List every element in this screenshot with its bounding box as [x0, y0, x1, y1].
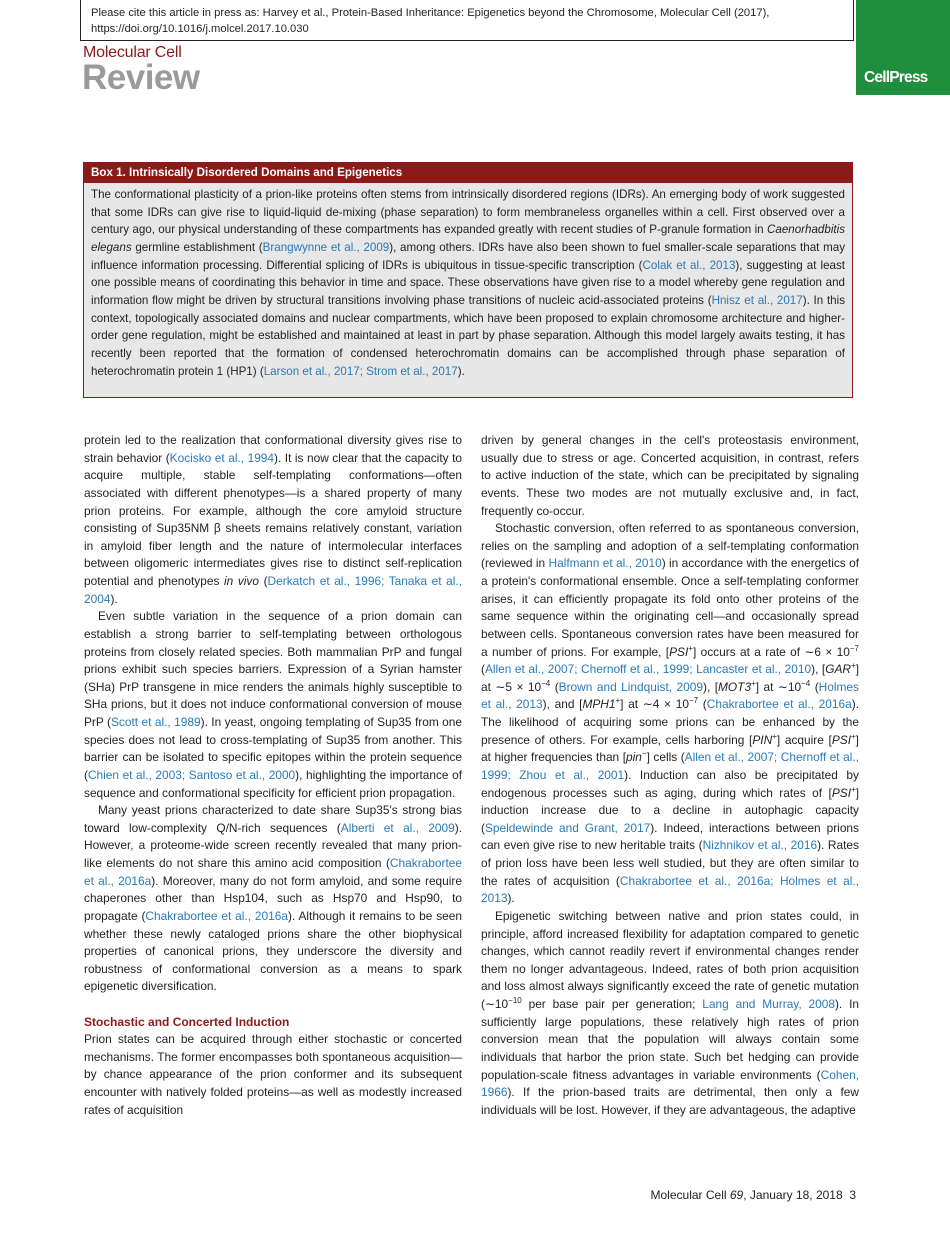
citation-link[interactable]: Derkatch et al., 1996; Tanaka et al., 2004	[84, 574, 463, 606]
citation-link[interactable]: Chakrabortee et al., 2016a	[84, 856, 462, 888]
citation-text: Please cite this article in press as: Harvey et al., Protein-Based Inheritance: Epigenetics beyond the Chromosome, Molecular Cell (2017), https://doi.org/10.1016/j.molcel.2017.10.030	[91, 7, 770, 35]
citation-link[interactable]: Colak et al., 2013	[642, 258, 736, 272]
citation-link[interactable]: Brangwynne et al., 2009	[262, 240, 390, 254]
paragraph: Prion states can be acquired through either stochastic or concerted mechanisms. The former encompasses both spontaneous acquisition—by chance appearance of the prion conformer and its subsequent encounter with natively folded proteins—as well as modestly increased rates of acquisition	[84, 1032, 462, 1117]
paragraph: Epigenetic switching between native and prion states could, in principle, afford increased flexibility for adaptation compared to genetic changes, which cannot readily revert if environmental changes render them no longer advantageous. Indeed, rates of both prion acquisition and loss almost always significantly exceed the rate of genetic mutation ($\sim 10^{-10}$ per base pair per generation; Lang and Murray, 2008). In sufficiently large populations, these relatively high rates of prion conversion mean that the population will always contain some individuals that harbor the prion state. Such bet hedging can provide population-scale fitness advantages in variable environments (Cohen, 1966). If the prion-based traits are detrimental, then only a few individuals will be lost. However, if they are advantageous, the adaptive	[481, 908, 859, 1117]
journal-name: Molecular Cell	[83, 44, 182, 61]
paragraph: Even subtle variation in the sequence of a prion domain can establish a strong barrier to self-templating between orthologous proteins from closely related species. Both mammalian PrP and fungal prions exhibit such species barriers. Expression of a Syrian hamster (SHa) PrP transgene in mice renders the animals highly susceptible to SHa prions, but it does not induce conformational conversion of mouse PrP (Scott et al., 1989). In yeast, ongoing templating of Sup35 from one species does not lead to cross-templating of Sup35 from another. This barrier can be isolated to specific epitopes within the protein sequence (Chien et al., 2003; Santoso et al., 2000), highlighting the importance of sequence and conformational specificity for efficient prion propagation.	[84, 609, 463, 800]
citation-link[interactable]: Chakrabortee et al., 2016a	[145, 908, 288, 923]
paragraph: Many yeast prions characterized to date share Sup35's strong bias toward low-complexity Q/N-rich sequences (Alberti et al., 2009). However, a proteome-wide screen recently revealed that many prion-like elements do not share this amino acid composition (Chakrabortee et al., 2016a). Moreover, many do not form amyloid, and some require chaperones other than Hsp104, such as Hsp70 and Hsp90, to propagate (Chakrabortee et al., 2016a). Although it remains to be seen whether these newly cataloged prions share the other biophysical properties of canonical prions, they underscore the diversity and robustness of conformational conversion as a means to spark epigenetic diversification.	[84, 803, 462, 994]
citation-link[interactable]: Chakrabortee et al., 2016a; Holmes et al., 2013	[481, 873, 859, 906]
citation-link[interactable]: Nizhnikov et al., 2016	[702, 838, 818, 853]
page-number: 3	[849, 1188, 856, 1202]
right-column	[481, 432, 859, 1119]
citation-link[interactable]: Cohen, 1966	[481, 1067, 859, 1100]
citation-link[interactable]: Chakrabortee et al., 2016a	[706, 697, 852, 712]
citation-link[interactable]: Brown and Lindquist, 2009	[558, 679, 703, 694]
citation-link[interactable]: Hnisz et al., 2017	[711, 293, 803, 307]
citation-link[interactable]: Chien et al., 2003; Santoso et al., 2000	[87, 767, 296, 782]
subheading: Stochastic and Concerted Induction	[84, 1015, 290, 1029]
box-1	[83, 162, 853, 398]
citation-link[interactable]: Allen et al., 2007; Chernoff et al., 1999; Zhou et al., 2001	[481, 750, 859, 782]
citation-link[interactable]: Speldewinde and Grant, 2017	[484, 820, 651, 835]
citation-link[interactable]: Kocisko et al., 1994	[169, 450, 275, 465]
section-title: Review	[82, 58, 200, 97]
citation-link[interactable]: Allen et al., 2007; Chernoff et al., 1999; Lancaster et al., 2010	[484, 662, 812, 677]
paragraph: Stochastic conversion, often referred to as spontaneous conversion, relies on the sampling and adoption of a self-templating conformation (reviewed in Halfmann et al., 2010) in accordance with the energetics of a protein's conformational ensemble. Once a self-templating conformer arises, it can efficiently propagate its fold onto other proteins of the same sequence within the originating cell—and occasionally spread between cells. Spontaneous conversion rates have been measured for a number of prions. For example, [PSI+] occurs at a rate of ∼6 × $10^{-7}$ (Allen et al., 2007; Chernoff et al., 1999; Lancaster et al., 2010), [GAR+] at ∼5 × $10^{-4}$ (Brown and Lindquist, 2009), [MOT3+] at $\sim 10^{-4}$ (Holmes et al., 2013), and [MPH1+] at ∼4 × $10^{-7}$ (Chakrabortee et al., 2016a). The likelihood of acquiring some prions can be enhanced by the presence of others. For example, cells harboring [PIN+] acquire [PSI+] at higher frequencies than [pin−] cells (Allen et al., 2007; Chernoff et al., 1999; Zhou et al., 2001). Induction can also be precipitated by endogenous processes such as aging, during which rates of [PSI+] induction increase due to a decline in autophagic capacity (Speldewinde and Grant, 2017). Indeed, interactions between prions can even give rise to new heritable traits (Nizhnikov et al., 2016). Rates of prion loss have been less well studied, but they are often similar to the rates of acquisition (Chakrabortee et al., 2016a; Holmes et al., 2013).	[481, 521, 860, 906]
citation-link[interactable]: Scott et al., 1989	[111, 715, 201, 729]
citation-notice	[80, 0, 854, 41]
paragraph: driven by general changes in the cell's proteostasis environment, usually due to stress or age. Concerted acquisition, in contrast, refers to active induction of the state, which can be precipitated by signaling events. These two modes are not mutually exclusive and, in fact, frequently co-occur.	[481, 433, 859, 518]
box-body: The conformational plasticity of a prion-like proteins often stems from intrinsically disordered regions (IDRs). An emerging body of work suggested that some IDRs can give rise to liquid-liquid de-mixing (phase separation) to form membraneless organelles within a cell. First observed over a century ago, our physical understanding of these compartments has expanded greatly with recent studies of P-granule formation in Caenorhadbitis elegans germline establishment (Brangwynne et al., 2009), among others. IDRs have also been shown to fuel smaller-scale separations that may influence information processing. Differential splicing of IDRs is ubiquitous in tissue-specific transcription (Colak et al., 2013), suggesting at least one possible means of coordinating this behavior in time and space. These observations have given rise to a model whereby gene regulation and information flow might be driven by structural transitions involving phase transitions of nucleic acid-associated proteins (Hnisz et al., 2017). In this context, topologically associated domains and nuclear compartments, which have been proposed to explain chromosome architecture and higher-order gene regulation, might be established and maintained at least in part by phase separation. Although this model largely awaits testing, it has recently been reported that the formation of condensed heterochromatin domains can be accomplished through phase separation of heterochromatin protein 1 (HP1) (Larson et al., 2017; Strom et al., 2017).	[91, 188, 846, 378]
publisher-name: CellPress	[864, 69, 928, 86]
cellpress-logo	[856, 0, 950, 95]
citation-link[interactable]: Holmes et al., 2013	[481, 679, 859, 712]
citation-link[interactable]: Larson et al., 2017; Strom et al., 2017	[263, 364, 458, 378]
box-title: Box 1. Intrinsically Disordered Domains and Epigenetics	[84, 163, 852, 183]
citation-link[interactable]: Alberti et al., 2009	[340, 820, 455, 835]
citation-link[interactable]: Lang and Murray, 2008	[702, 997, 835, 1011]
paragraph: protein led to the realization that conformational diversity gives rise to strain behavior (Kocisko et al., 1994). It is now clear that the capacity to acquire multiple, stable self-templating conformations—often associated with different phenotypes—is a shared property of many prion proteins. For example, although the core amyloid structure consisting of Sup35NM β sheets remains relatively constant, variation in amyloid fiber length and the nature of intermolecular interfaces between oligomeric intermediates gives rise to distinct self-replication potential and phenotypes in vivo (Derkatch et al., 1996; Tanaka et al., 2004).	[84, 433, 463, 606]
left-column	[84, 432, 462, 1119]
citation-link[interactable]: Halfmann et al., 2010	[548, 556, 662, 571]
page-footer: Molecular Cell 69, January 18, 2018 3	[650, 1188, 856, 1202]
